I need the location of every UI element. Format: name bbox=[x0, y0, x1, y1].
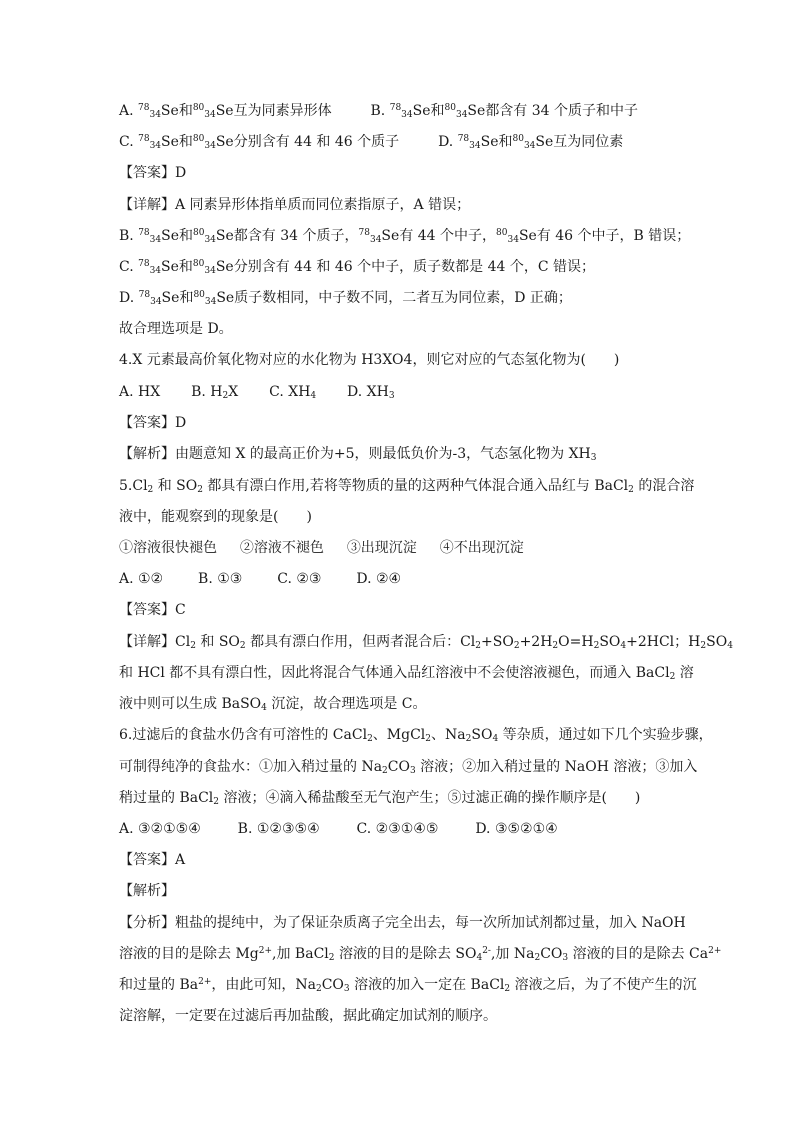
q6-stem-line-3: 稍过量的 BaCl$_2$ 溶液；④滴入稀盐酸至无气泡产生；⑤过滤正确的操作顺序是( ) bbox=[119, 790, 641, 807]
q3-conclusion: 故合理选项是 D。 bbox=[119, 321, 233, 337]
q3-detail-c: C. $^{78}_{34}$Se和$^{80}_{34}$Se分别含有 44 和 46 个中子，质子数都是 44 个，C 错误； bbox=[119, 259, 596, 276]
q6-answer: 【答案】A bbox=[119, 852, 186, 868]
q5-choice: ①溶液很快褪色 bbox=[119, 540, 217, 556]
q6-stem-line-1: 6.过滤后的食盐水仍含有可溶性的 CaCl$_2$、MgCl$_2$、$Na_2SO_4$ 等杂质，通过如下几个实验步骤， bbox=[119, 727, 713, 744]
q3-options-row-2 bbox=[119, 132, 679, 152]
q3-detail-b: B. $^{78}_{34}$Se和$^{80}_{34}$Se都含有 34 个质子，$^{78}_{34}$Se有 44 个中子，$^{80}_{34}$Se有 46 个中子，B 错误； bbox=[119, 228, 691, 245]
q5-option-c: C. ②③ bbox=[277, 571, 322, 587]
q5-detail-line-1: 【详解】$Cl_2$ 和 $SO_2$ 都具有漂白作用，但两者混合后：$Cl_2+SO_2+2H_2O=H_2SO_4+2HCl$；$H_2SO_4$ bbox=[119, 634, 733, 651]
q3-detail-a: 【详解】A 同素异形体指单质而同位素指原子，A 错误； bbox=[119, 197, 471, 213]
q3-answer: 【答案】D bbox=[119, 165, 187, 181]
q5-choice: ④不出现沉淀 bbox=[439, 540, 524, 556]
q5-choices bbox=[119, 538, 679, 558]
q6-fenxi-line-3: 和过量的 $Ba^{2+}$，由此可知，$Na_2CO_3$ 溶液的加入一定在 BaCl$_2$ 溶液之后，为了不使产生的沉 bbox=[119, 977, 697, 994]
q4-option-c: C. $XH_4$ bbox=[269, 384, 317, 401]
q4-answer: 【答案】D bbox=[119, 415, 187, 431]
q6-fenxi-line-1: 【分析】粗盐的提纯中，为了保证杂质离子完全出去，每一次所加试剂都过量，加入 NaOH bbox=[119, 915, 686, 931]
q4-options bbox=[119, 382, 679, 402]
q5-stem-line-2: 液中，能观察到的现象是( ) bbox=[119, 509, 312, 525]
q5-option-a: A. ①② bbox=[119, 571, 164, 587]
q6-fenxi-line-2: 溶液的目的是除去 $Mg^{2+}$,加 BaCl$_2$ 溶液的目的是除去 $SO_4^{2-}$,加 $Na_2CO_3$ 溶液的目的是除去 $Ca^{2+}$ bbox=[119, 946, 722, 963]
q5-option-b: B. ①③ bbox=[198, 571, 243, 587]
q4-option-b: B. $H_2X$ bbox=[191, 384, 239, 401]
q5-option-d: D. ②④ bbox=[356, 571, 402, 587]
q6-option-d: D. ③⑤②①④ bbox=[475, 821, 558, 837]
q6-option-c: C. ②③①④⑤ bbox=[356, 821, 439, 837]
q5-detail-line-2: 和 HCl 都不具有漂白性，因此将混合气体通入品红溶液中不会使溶液褪色，而通入 BaCl$_2$ 溶 bbox=[119, 665, 694, 682]
q4-option-a: A. HX bbox=[119, 384, 161, 400]
q4-stem: 4.X 元素最高价氧化物对应的水化物为 H3XO4，则它对应的气态氢化物为( ) bbox=[119, 352, 620, 368]
q5-choice: ②溶液不褪色 bbox=[239, 540, 324, 556]
q6-options bbox=[119, 819, 679, 839]
q3-options-row-1 bbox=[119, 101, 679, 121]
q6-stem-line-2: 可制得纯净的食盐水：①加入稍过量的 $Na_2CO_3$ 溶液；②加入稍过量的 NaOH 溶液；③加入 bbox=[119, 759, 698, 776]
q6-option-a: A. ③②①⑤④ bbox=[119, 821, 201, 837]
q3-option-d: D. $^{78}_{34}$Se和$^{80}_{34}$Se互为同位素 bbox=[438, 134, 624, 151]
q3-option-c: C. $^{78}_{34}$Se和$^{80}_{34}$Se分别含有 44 和 46 个质子 bbox=[119, 134, 400, 151]
q3-option-b: B. $^{78}_{34}$Se和$^{80}_{34}$Se都含有 34 个质子和中子 bbox=[370, 103, 639, 120]
q4-analysis: 【解析】由题意知 X 的最高正价为+5，则最低负价为-3，气态氢化物为 $XH_3$ bbox=[119, 446, 597, 463]
q6-option-b: B. ①②③⑤④ bbox=[237, 821, 320, 837]
q5-detail-line-3: 液中则可以生成 BaSO$_4$ 沉淀，故合理选项是 C。 bbox=[119, 696, 427, 713]
q6-fenxi-line-4: 淀溶解，一定要在过滤后再加盐酸，据此确定加试剂的顺序。 bbox=[119, 1008, 497, 1024]
q4-option-d: D. $XH_3$ bbox=[347, 384, 395, 401]
q3-option-a: A. $^{78}_{34}$Se和$^{80}_{34}$Se互为同素异形体 bbox=[119, 103, 332, 120]
q3-detail-d: D. $^{78}_{34}$Se和$^{80}_{34}$Se质子数相同，中子数不同，二者互为同位素，D 正确； bbox=[119, 290, 572, 307]
q5-options bbox=[119, 569, 679, 589]
q6-analysis-heading: 【解析】 bbox=[119, 883, 175, 899]
q5-choice: ③出现沉淀 bbox=[346, 540, 417, 556]
q5-answer: 【答案】C bbox=[119, 602, 186, 618]
q5-stem-line-1: $5.Cl_2$ 和 $SO_2$ 都具有漂白作用,若将等物质的量的这两种气体混合通入品红与 BaCl$_2$ 的混合溶 bbox=[119, 478, 695, 495]
